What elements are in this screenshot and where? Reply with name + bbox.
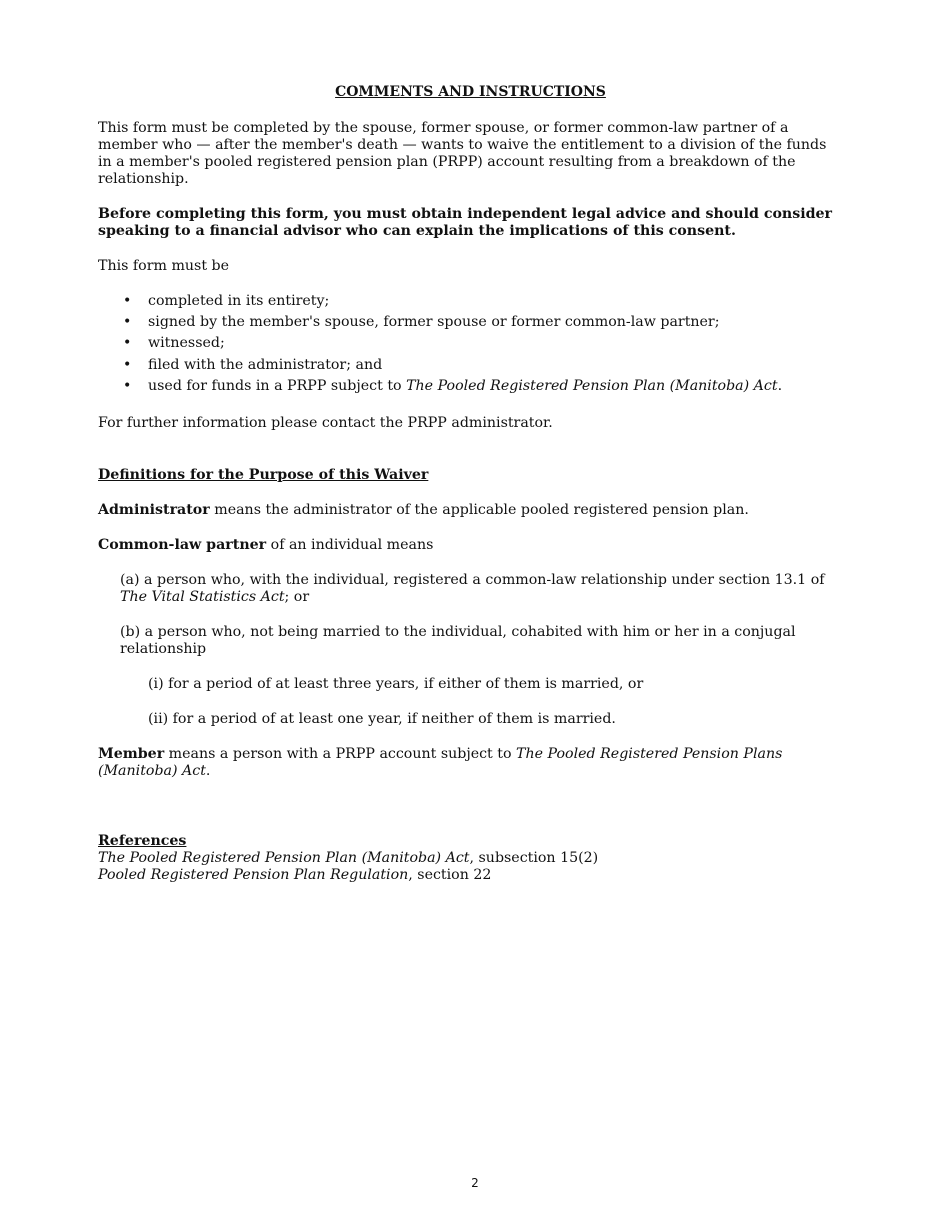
reference-1 [98, 850, 843, 867]
regulation-name: Pooled Registered Pension Plan Regulation [98, 866, 409, 883]
definition-member [98, 746, 843, 780]
bullet-icon: • [123, 356, 132, 373]
definition-administrator [98, 502, 843, 519]
reference-suffix: , subsection 15(2) [469, 849, 599, 866]
legal-advice-note: Before completing this form, you must obtain independent legal advice and should consider speaking to a financial advisor who can explain the implications of this consent. [98, 206, 833, 239]
definition-term: Common-law partner [98, 536, 267, 553]
list-item-text: filed with the administrator; and [148, 356, 383, 373]
definition-common-law [98, 537, 843, 554]
definition-term: Administrator [98, 501, 210, 518]
definition-term: Member [98, 745, 165, 762]
clause-suffix: ; or [284, 588, 310, 605]
definition-text: of an individual means [266, 536, 434, 553]
reference-2 [98, 867, 843, 884]
definition-subclause-i: (i) for a period of at least three years, if either of them is married, or [148, 675, 644, 692]
act-name: The Pooled Registered Pension Plan (Manitoba) Act [406, 377, 778, 394]
definition-clause-a [98, 572, 843, 606]
definition-text: means a person with a PRPP account subject to [164, 745, 517, 762]
page-title: COMMENTS AND INSTRUCTIONS [335, 84, 606, 100]
bullet-icon: • [123, 314, 132, 331]
list-item [98, 378, 843, 399]
requirements-lead: This form must be [98, 258, 230, 274]
contact-note: For further information please contact the PRPP administrator. [98, 414, 553, 431]
references-heading: References [98, 832, 187, 849]
act-name: The Pooled Registered Pension Plans (Manitoba) Act [98, 745, 783, 779]
list-item-text: completed in its entirety; [148, 293, 330, 309]
definition-clause-b: (b) a person who, not being married to the individual, cohabited with him or her in a conjugal relationship [120, 623, 796, 657]
definition-text: means the administrator of the applicable pooled registered pension plan. [209, 501, 749, 518]
act-name: The Pooled Registered Pension Plan (Manitoba) Act [98, 849, 470, 866]
list-item [98, 357, 843, 378]
page-number: 2 [471, 1176, 479, 1190]
list-item-text: used for funds in a PRPP subject to [148, 377, 407, 394]
list-item-text: signed by the member's spouse, former spouse or former common-law partner; [148, 314, 720, 331]
intro-paragraph: This form must be completed by the spouse, former spouse, or former common-law partner of a member who — after the member's death — wants to waive the entitlement to a division of the funds in a member's pooled registered pension plan (PRPP) account resulting from a breakdown of the relationship. [98, 120, 827, 187]
list-item-suffix: . [777, 377, 783, 394]
bullet-icon: • [123, 377, 132, 394]
bullet-icon: • [123, 293, 132, 309]
list-item [98, 314, 843, 335]
definitions-heading: Definitions for the Purpose of this Waiver [98, 466, 429, 483]
list-item [98, 335, 843, 356]
bullet-icon: • [123, 335, 132, 352]
references-section [98, 833, 843, 884]
list-item [98, 293, 843, 314]
act-name: The Vital Statistics Act [120, 588, 285, 605]
document-page [98, 84, 843, 884]
definition-suffix: . [205, 762, 211, 779]
requirements-list [98, 293, 843, 399]
reference-suffix: , section 22 [408, 866, 492, 883]
clause-text: (a) a person who, with the individual, registered a common-law relationship under section 13.1 of [120, 571, 825, 588]
definition-subclause-ii: (ii) for a period of at least one year, if neither of them is married. [148, 710, 616, 727]
list-item-text: witnessed; [148, 335, 225, 352]
